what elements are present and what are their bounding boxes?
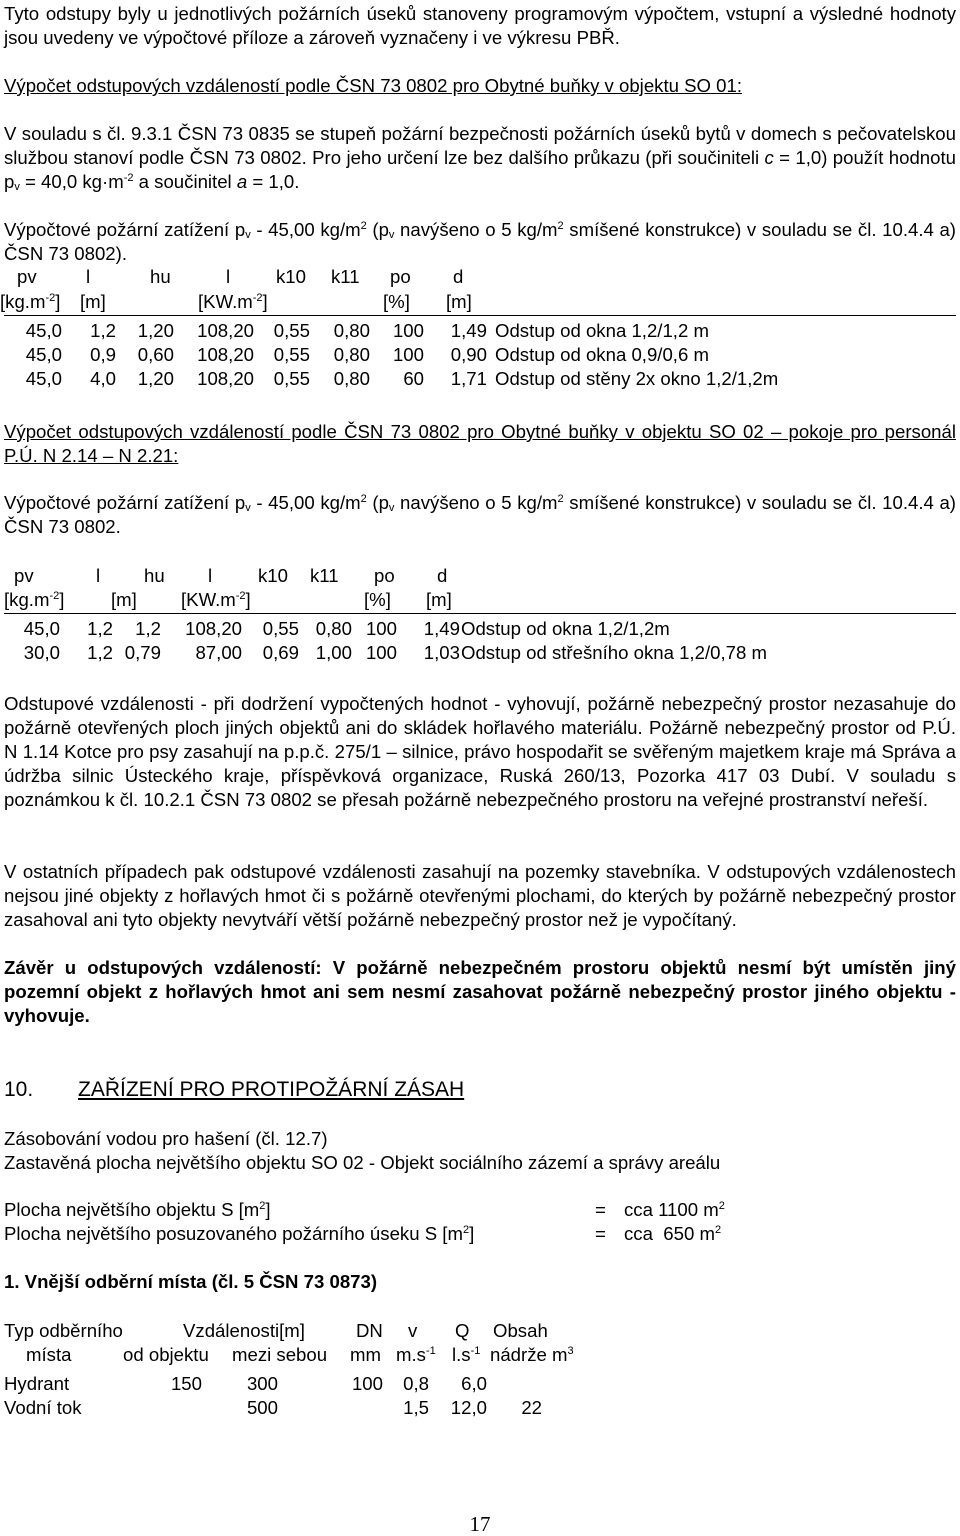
section2-heading: [4, 420, 956, 468]
table3-header: Typ odběrního: [4, 1320, 123, 1341]
table3-subheader: $l.s^{-1}$: [452, 1344, 481, 1365]
table2-cell: 0,69: [262, 642, 299, 663]
distances-paragraph: [4, 692, 956, 812]
intro-paragraph: [4, 2, 956, 50]
table1-cell: 0,9: [90, 344, 116, 365]
area2-equals: =: [595, 1223, 606, 1244]
table2-note: Odstup od okna 1,2/1,2m: [461, 618, 670, 639]
table2-cell: 0,79: [124, 642, 161, 663]
table2-unit: [m]: [111, 589, 137, 610]
table3-cell: 0,8: [403, 1373, 429, 1394]
section1-heading: [4, 74, 956, 98]
table3-header: DN: [356, 1320, 383, 1341]
subsection1-heading-text: 1. Vnější odběrní místa (čl. 5 ČSN 73 0873): [4, 1271, 378, 1292]
table2-header: d: [437, 565, 448, 586]
table3-subheader: $m.s^{-1}$: [396, 1344, 436, 1365]
table1-cell: 108,20: [197, 320, 254, 341]
table3-type: Vodní tok: [4, 1397, 82, 1418]
table2-cell: 1,49: [423, 618, 460, 639]
table3-cell: 12,0: [450, 1397, 487, 1418]
table2-header: po: [374, 565, 395, 586]
table1-cell: 0,80: [333, 344, 370, 365]
table3-cell: 500: [246, 1397, 278, 1418]
table3-cell: 6,0: [461, 1373, 487, 1394]
table1-cell: 108,20: [197, 368, 254, 389]
table3-subheader: mezi sebou: [232, 1344, 328, 1365]
table2-note: Odstup od střešního okna 1,2/0,78 m: [461, 642, 767, 663]
table1-cell: 45,0: [25, 344, 62, 365]
largest-building-text: Zastavěná plocha největšího objektu SO 02 - Objekt sociálního zázemí a správy areálu: [4, 1152, 721, 1173]
section1-fire-load: [4, 218, 956, 266]
table2-header: k10: [258, 565, 288, 586]
table1-cell: 0,80: [333, 320, 370, 341]
distances-paragraph-text: Odstupové vzdálenosti - při dodržení vypočtených hodnot - vyhovují, požárně nebezpečný prostor nezasahuje do požárně otevřených ploch jiných objektů ani do skládek hořlavého materiálu. Požárně nebezpečný prostor od P.Ú. N 1.14 Kotce pro psy zasahují na p.p.č. 275/1 – silnice, právo hospodařit se svěřeným majetkem kraje má Správa a údržba silnic Ústeckého kraje, příspěvková organizace, Ruská 260/13, Pozorka 417 03 Dubí. V souladu s poznámkou k čl. 10.2.1 ČSN 73 0802 se přesah požárně nebezpečného prostoru na veřejné prostranství neřeší.: [4, 693, 956, 810]
section2-heading-text: Výpočet odstupových vzdáleností podle ČSN 73 0802 pro Obytné buňky v objektu SO 02 – pokoje pro personál P.Ú. N 2.14 – N 2.21:: [4, 421, 956, 466]
table1-unit: [m]: [446, 291, 472, 312]
table3-header: v: [408, 1320, 418, 1341]
table2-cell: 1,03: [423, 642, 460, 663]
table3-cell: 1,5: [403, 1397, 429, 1418]
table2-cell: 0,55: [262, 618, 299, 639]
table1-header: po: [390, 266, 411, 287]
table1-cell: 0,55: [273, 320, 310, 341]
page-number: 17: [469, 1512, 491, 1536]
table1-header: l: [86, 266, 91, 287]
table2-header: hu: [144, 565, 165, 586]
table1-cell: 108,20: [197, 344, 254, 365]
largest-building-line: [4, 1151, 720, 1175]
table1-cell: 60: [403, 368, 424, 389]
table2-unit: [m]: [426, 589, 452, 610]
table1-header: k11: [331, 266, 360, 287]
section10-title: ZAŘÍZENÍ PRO PROTIPOŽÁRNÍ ZÁSAH: [78, 1078, 465, 1101]
table1-note: Odstup od okna 0,9/0,6 m: [495, 344, 709, 365]
table2-unit: $[KW.m^{-2}]$: [181, 589, 251, 610]
water-supply-line: [4, 1127, 328, 1151]
table2-header: pv: [14, 565, 34, 586]
table2-cell: 1,2: [87, 618, 113, 639]
table3-subheader: od objektu: [123, 1344, 209, 1365]
section10-number: 10.: [4, 1078, 34, 1101]
table1-cell: 1,20: [137, 368, 174, 389]
table2-header: k11: [310, 565, 339, 586]
area1-value: cca 1100 $m^2$: [624, 1199, 725, 1220]
table2-unit: [%]: [364, 589, 391, 610]
section2-fire-load-text: Výpočtové požární zatížení $p_v - 45,00$ $kg/m^2$ ($p_v$ navýšeno o 5 $kg/m^2$ smíšené konstrukce) v souladu se čl. 10.4.4 a) ČSN 73 0802.: [4, 492, 956, 537]
table2-cell: 1,2: [87, 642, 113, 663]
table2-cell: 30,0: [23, 642, 60, 663]
table1-header: k10: [276, 266, 306, 287]
table1-cell: 4,0: [90, 368, 116, 389]
table1-cell: 0,80: [333, 368, 370, 389]
table1-cell: 100: [392, 344, 424, 365]
table3-subheader: nádrže $m^3$: [490, 1344, 574, 1365]
table1-header: l: [226, 266, 231, 287]
area1-equals: =: [595, 1199, 606, 1220]
subsection1-heading: [4, 1270, 377, 1294]
conclusion-paragraph: [4, 956, 956, 1028]
table1-cell: 0,55: [273, 368, 310, 389]
table1-cell: 0,60: [137, 344, 174, 365]
table1-unit: [%]: [383, 291, 410, 312]
table1-note: Odstup od okna 1,2/1,2 m: [495, 320, 709, 341]
table3-cell: 22: [521, 1397, 542, 1418]
table3-header: Obsah: [493, 1320, 548, 1341]
table1-unit: $[KW.m^{-2}]$: [198, 291, 268, 312]
water-supply-text: Zásobování vodou pro hašení (čl. 12.7): [4, 1128, 328, 1149]
table3-cell: 100: [351, 1373, 383, 1394]
table2-header: l: [208, 565, 213, 586]
table1-cell: 1,2: [90, 320, 116, 341]
table1-cell: 0,90: [450, 344, 487, 365]
table1-header: d: [453, 266, 464, 287]
table3-cell: 150: [170, 1373, 202, 1394]
section1-fire-load-text: Výpočtové požární zatížení $p_v - 45,00$ $kg/m^2$ ($p_v$ navýšeno o 5 $kg/m^2$ smíšené konstrukce) v souladu se čl. 10.4.4 a) ČSN 73 0802).: [4, 219, 956, 264]
table2-cell: 0,80: [315, 618, 352, 639]
table1-header: pv: [17, 266, 37, 287]
table1-cell: 1,71: [450, 368, 487, 389]
table1-cell: 1,49: [450, 320, 487, 341]
area1-label: Plocha největšího objektu S $[m^2]$: [4, 1199, 271, 1220]
table1-cell: 45,0: [25, 320, 62, 341]
table1-unit: $[kg.m^{-2}]$: [0, 291, 61, 312]
table2-cell: 100: [365, 642, 397, 663]
table2-header: l: [96, 565, 101, 586]
table2-rule: [4, 613, 956, 614]
conclusion-text: Závěr u odstupových vzdáleností: V požárně nebezpečném prostoru objektů nesmí být umístěn jiný pozemní objekt z hořlavých hmot ani sem nesmí zasahovat požárně nebezpečný prostor jiného objektu - vyhovuje.: [4, 957, 956, 1026]
table1-cell: 100: [392, 320, 424, 341]
area2-value: cca 650 $m^2$: [624, 1223, 722, 1244]
other-cases-paragraph-text: V ostatních případech pak odstupové vzdálenosti zasahují na pozemky stavebníka. V odstupových vzdálenostech nejsou jiné objekty z hořlavých hmot či s požárně otevřenými plochami, do kterých by požárně nebezpečný prostor zasahoval ani tyto objekty nevytváří větší požárně nebezpečný prostor než je vypočítaný.: [4, 861, 956, 930]
table1-cell: 1,20: [137, 320, 174, 341]
table1-cell: 0,55: [273, 344, 310, 365]
section1-heading-text: Výpočet odstupových vzdáleností podle ČSN 73 0802 pro Obytné buňky v objektu SO 01:: [4, 75, 743, 96]
table3-type: Hydrant: [4, 1373, 70, 1394]
table1-cell: 45,0: [25, 368, 62, 389]
table2-cell: 108,20: [185, 618, 242, 639]
intro-text: Tyto odstupy byly u jednotlivých požárních úseků stanoveny programovým výpočtem, vstupní a výsledné hodnoty jsou uvedeny ve výpočtové příloze a zároveň vyznačeny i ve výkresu PBŘ.: [4, 3, 956, 48]
table3-header: Q: [455, 1320, 470, 1341]
other-cases-paragraph: [4, 860, 956, 932]
table3-subheader: mm: [350, 1344, 381, 1365]
table1-rule: [4, 315, 956, 316]
table3-subheader: místa: [26, 1344, 72, 1365]
table1-header: hu: [150, 266, 171, 287]
table2-cell: 87,00: [195, 642, 242, 663]
table2-cell: 45,0: [23, 618, 60, 639]
table1-unit: [m]: [80, 291, 106, 312]
table1-note: Odstup od stěny 2x okno 1,2/1,2m: [495, 368, 779, 389]
table2-cell: 1,00: [315, 642, 352, 663]
section2-fire-load: [4, 491, 956, 539]
table2-cell: 1,2: [135, 618, 161, 639]
area2-label: Plocha největšího posuzovaného požárního úseku S $[m^2]$: [4, 1223, 475, 1244]
section1-paragraph-text: V souladu s čl. 9.3.1 ČSN 73 0835 se stupeň požární bezpečnosti požárních úseků bytů v domech s pečovatelskou službou stanoví podle ČSN 73 0802. Pro jeho určení lze bez dalšího průkazu (při součiniteli c = 1,0) použít hodnotu $p_v = 40,0$ $kg\cdot m^{-2}$ a součinitel a = 1,0.: [4, 123, 956, 193]
section1-paragraph: [4, 122, 956, 194]
table2-cell: 100: [365, 618, 397, 639]
table3-cell: 300: [246, 1373, 278, 1394]
table3-header: Vzdálenosti[m]: [183, 1320, 305, 1341]
table2-unit: $[kg.m^{-2}]$: [4, 589, 65, 610]
